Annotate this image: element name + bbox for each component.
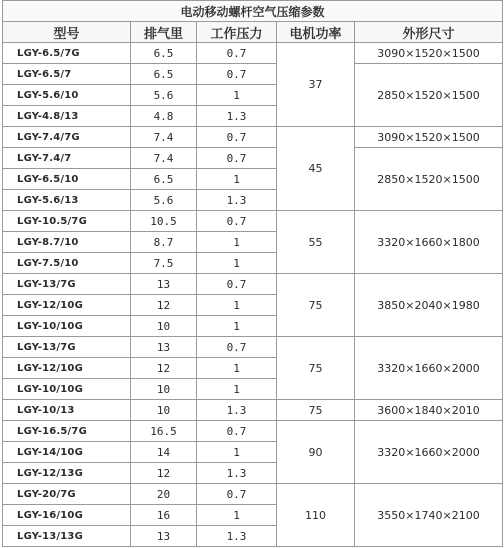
- air-volume-cell: 8.7: [131, 232, 197, 253]
- pressure-cell: 0.7: [197, 274, 277, 295]
- model-cell: LGY-10/13: [3, 400, 131, 421]
- model-cell: LGY-6.5/10: [3, 169, 131, 190]
- table-header-row: [3, 22, 503, 43]
- air-volume-cell: 12: [131, 295, 197, 316]
- dimensions-cell: 3090×1520×1500: [355, 43, 503, 64]
- model-cell: LGY-16.5/7G: [3, 421, 131, 442]
- pressure-cell: 1.3: [197, 400, 277, 421]
- air-volume-cell: 16.5: [131, 421, 197, 442]
- model-cell: LGY-16/10G: [3, 505, 131, 526]
- dimensions-cell: 3320×1660×2000: [355, 337, 503, 400]
- header-model: 型号: [3, 22, 131, 43]
- dimensions-cell: 3320×1660×1800: [355, 211, 503, 274]
- pressure-cell: 1: [197, 232, 277, 253]
- air-volume-cell: 10: [131, 379, 197, 400]
- pressure-cell: 1.3: [197, 190, 277, 211]
- air-volume-cell: 4.8: [131, 106, 197, 127]
- table-title: 电动移动螺杆空气压缩参数: [3, 1, 503, 22]
- table-row: [3, 400, 503, 421]
- air-volume-cell: 13: [131, 526, 197, 547]
- air-volume-cell: 20: [131, 484, 197, 505]
- dimensions-cell: 2850×1520×1500: [355, 148, 503, 211]
- air-volume-cell: 13: [131, 337, 197, 358]
- air-volume-cell: 7.5: [131, 253, 197, 274]
- air-volume-cell: 14: [131, 442, 197, 463]
- model-cell: LGY-14/10G: [3, 442, 131, 463]
- table-row: [3, 274, 503, 295]
- table-row: [3, 211, 503, 232]
- model-cell: LGY-4.8/13: [3, 106, 131, 127]
- pressure-cell: 1: [197, 85, 277, 106]
- pressure-cell: 0.7: [197, 148, 277, 169]
- air-volume-cell: 16: [131, 505, 197, 526]
- table-row: [3, 127, 503, 148]
- table-row: [3, 64, 503, 85]
- air-volume-cell: 12: [131, 358, 197, 379]
- model-cell: LGY-5.6/10: [3, 85, 131, 106]
- motor-power-cell: 110: [277, 484, 355, 547]
- dimensions-cell: 3600×1840×2010: [355, 400, 503, 421]
- air-volume-cell: 10: [131, 400, 197, 421]
- pressure-cell: 1: [197, 295, 277, 316]
- pressure-cell: 1: [197, 379, 277, 400]
- air-volume-cell: 10.5: [131, 211, 197, 232]
- pressure-cell: 0.7: [197, 421, 277, 442]
- pressure-cell: 1: [197, 316, 277, 337]
- motor-power-cell: 90: [277, 421, 355, 484]
- air-volume-cell: 7.4: [131, 127, 197, 148]
- air-volume-cell: 7.4: [131, 148, 197, 169]
- model-cell: LGY-7.4/7G: [3, 127, 131, 148]
- pressure-cell: 0.7: [197, 337, 277, 358]
- model-cell: LGY-20/7G: [3, 484, 131, 505]
- header-air-volume: 排气里: [131, 22, 197, 43]
- pressure-cell: 0.7: [197, 127, 277, 148]
- model-cell: LGY-13/7G: [3, 274, 131, 295]
- model-cell: LGY-8.7/10: [3, 232, 131, 253]
- header-pressure: 工作压力: [197, 22, 277, 43]
- model-cell: LGY-10/10G: [3, 379, 131, 400]
- motor-power-cell: 75: [277, 274, 355, 337]
- pressure-cell: 1: [197, 358, 277, 379]
- dimensions-cell: 3090×1520×1500: [355, 127, 503, 148]
- table-row: [3, 148, 503, 169]
- pressure-cell: 1.3: [197, 463, 277, 484]
- model-cell: LGY-12/10G: [3, 358, 131, 379]
- air-volume-cell: 12: [131, 463, 197, 484]
- model-cell: LGY-7.5/10: [3, 253, 131, 274]
- air-volume-cell: 6.5: [131, 43, 197, 64]
- dimensions-cell: 3550×1740×2100: [355, 484, 503, 547]
- pressure-cell: 1: [197, 253, 277, 274]
- model-cell: LGY-6.5/7: [3, 64, 131, 85]
- model-cell: LGY-5.6/13: [3, 190, 131, 211]
- pressure-cell: 0.7: [197, 211, 277, 232]
- air-volume-cell: 10: [131, 316, 197, 337]
- pressure-cell: 1: [197, 505, 277, 526]
- model-cell: LGY-10/10G: [3, 316, 131, 337]
- table-row: [3, 43, 503, 64]
- table-row: [3, 337, 503, 358]
- dimensions-cell: 2850×1520×1500: [355, 64, 503, 127]
- air-volume-cell: 5.6: [131, 190, 197, 211]
- pressure-cell: 1: [197, 169, 277, 190]
- table-title-row: [3, 1, 503, 22]
- motor-power-cell: 45: [277, 127, 355, 211]
- model-cell: LGY-10.5/7G: [3, 211, 131, 232]
- pressure-cell: 1.3: [197, 106, 277, 127]
- model-cell: LGY-7.4/7: [3, 148, 131, 169]
- pressure-cell: 1.3: [197, 526, 277, 547]
- dimensions-cell: 3850×2040×1980: [355, 274, 503, 337]
- model-cell: LGY-12/13G: [3, 463, 131, 484]
- pressure-cell: 0.7: [197, 484, 277, 505]
- air-volume-cell: 13: [131, 274, 197, 295]
- header-motor-power: 电机功率: [277, 22, 355, 43]
- model-cell: LGY-12/10G: [3, 295, 131, 316]
- dimensions-cell: 3320×1660×2000: [355, 421, 503, 484]
- spec-table-container: [2, 0, 502, 548]
- motor-power-cell: 37: [277, 43, 355, 127]
- compressor-spec-table: [2, 0, 503, 547]
- motor-power-cell: 75: [277, 337, 355, 400]
- table-row: [3, 484, 503, 505]
- air-volume-cell: 6.5: [131, 169, 197, 190]
- table-row: [3, 421, 503, 442]
- motor-power-cell: 55: [277, 211, 355, 274]
- pressure-cell: 1: [197, 442, 277, 463]
- pressure-cell: 0.7: [197, 64, 277, 85]
- model-cell: LGY-6.5/7G: [3, 43, 131, 64]
- air-volume-cell: 5.6: [131, 85, 197, 106]
- model-cell: LGY-13/13G: [3, 526, 131, 547]
- motor-power-cell: 75: [277, 400, 355, 421]
- model-cell: LGY-13/7G: [3, 337, 131, 358]
- pressure-cell: 0.7: [197, 43, 277, 64]
- header-dimensions: 外形尺寸: [355, 22, 503, 43]
- air-volume-cell: 6.5: [131, 64, 197, 85]
